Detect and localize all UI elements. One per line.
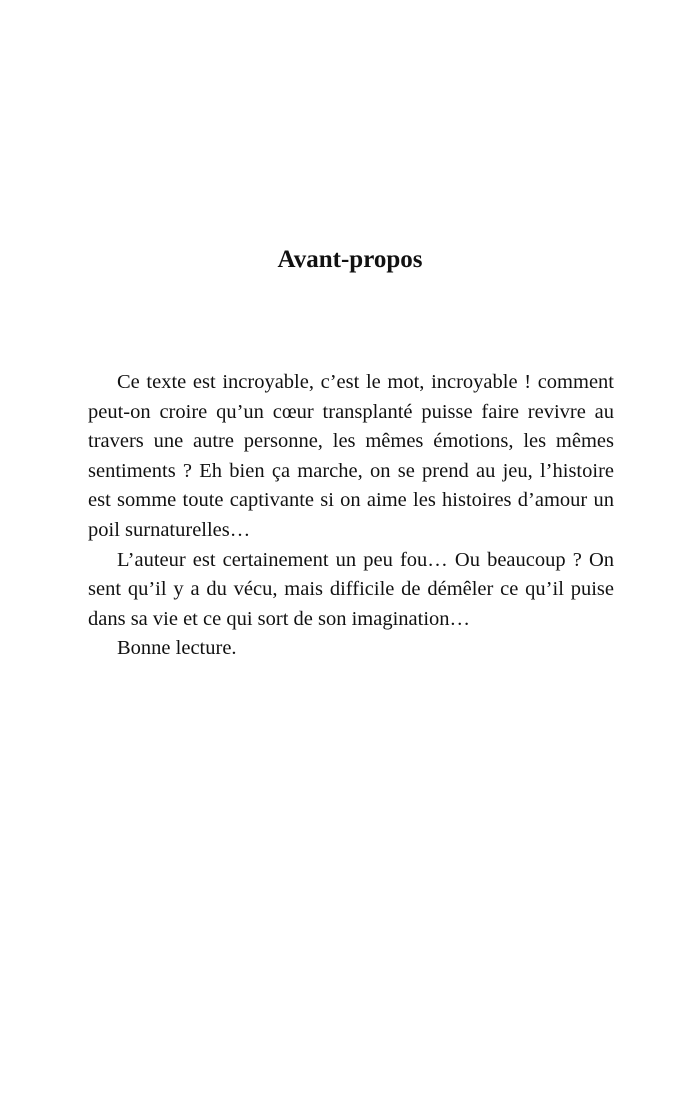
page-title: Avant-propos — [277, 246, 423, 273]
paragraph-2: L’auteur est certainement un peu fou… Ou beaucoup ? On sent qu’il y a du vécu, mais difficile de démêler ce qu’il puise dans sa vie et ce qui sort de son imagination… — [88, 548, 614, 630]
paragraph-3: Bonne lecture. — [117, 637, 237, 660]
foreword-body — [88, 368, 614, 664]
paragraph-1: Ce texte est incroyable, c’est le mot, incroyable ! comment peut-on croire qu’un cœur transplanté puisse faire revivre au travers une autre personne, les mêmes émotions, les mêmes sentiments ? Eh bien ça marche, on se prend au jeu, l’histoire est somme toute captivante si on aime les histoires d’amour un poil surnaturelles… — [88, 371, 614, 541]
